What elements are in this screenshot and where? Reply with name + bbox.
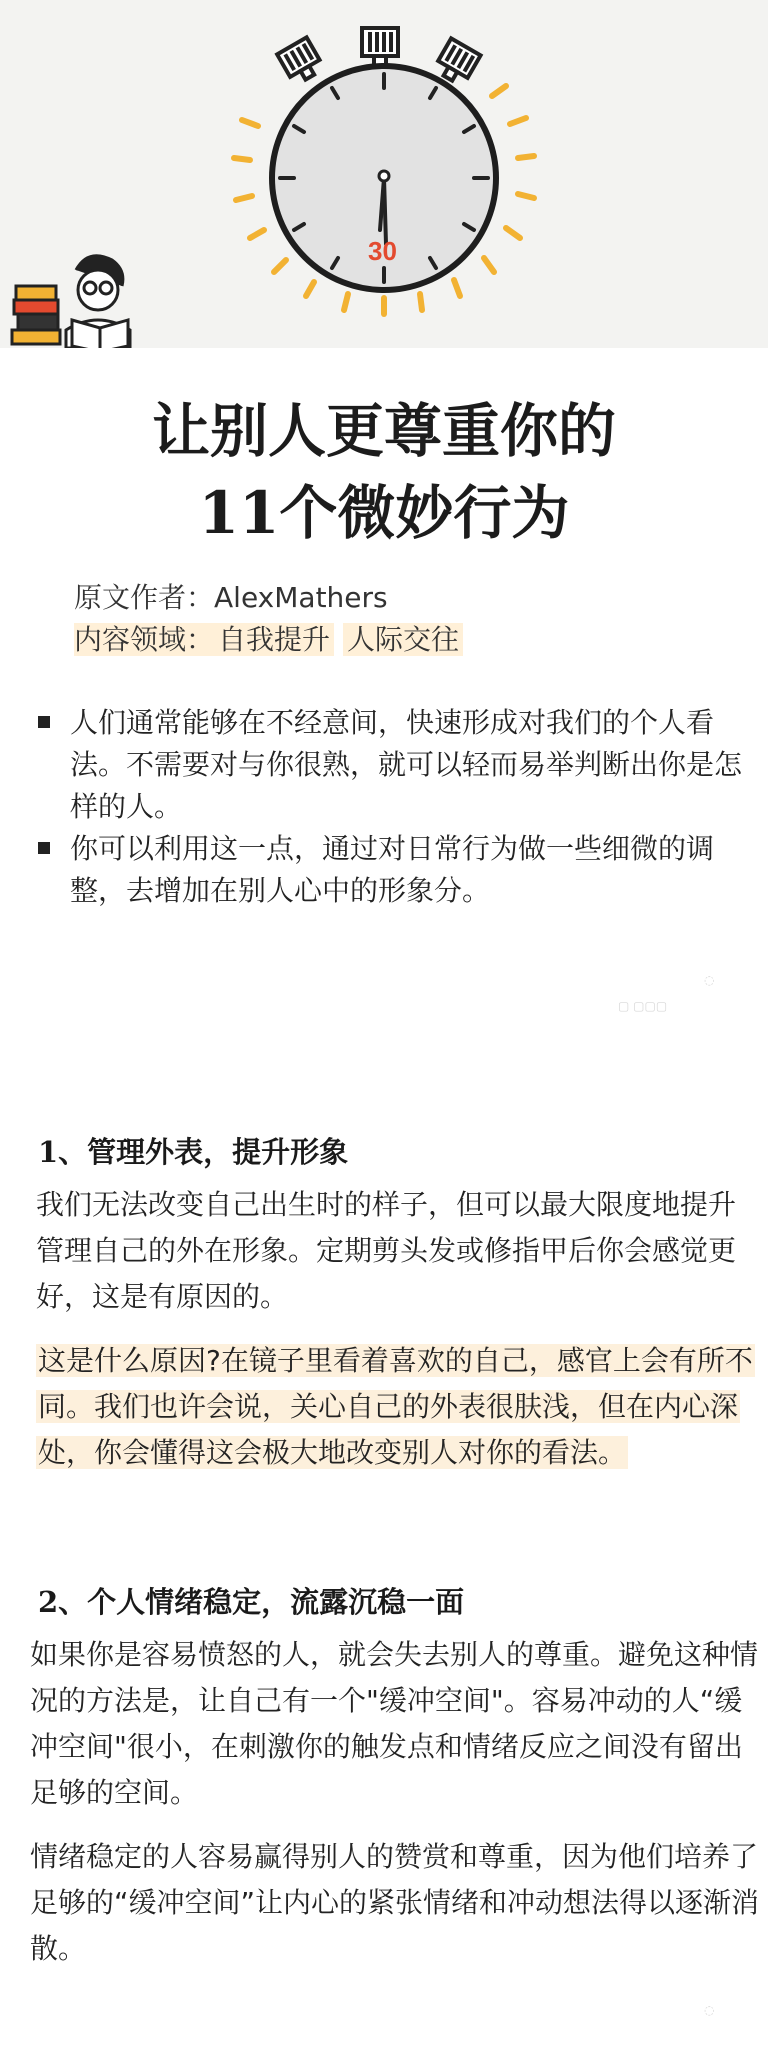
section-1-highlight (36, 1338, 756, 1476)
stopwatch-icon (0, 0, 768, 348)
field-label: 内容领域： (74, 623, 215, 656)
intro-text-1: 人们通常能够在不经意间，快速形成对我们的个人看法。不需要对与你很熟，就可以轻而易举判断出你是怎样的人。 (70, 706, 743, 823)
author-row (74, 578, 463, 620)
intro-text-2: 你可以利用这一点，通过对日常行为做一些细微的调整，去增加在别人心中的形象分。 (70, 832, 715, 907)
section-2-paragraph-2: 情绪稳定的人容易赢得别人的赞赏和尊重，因为他们培养了足够的“缓冲空间”让内心的紧张情绪和冲动想法得以逐渐消散。 (30, 1840, 760, 1965)
bullet-square-icon (38, 716, 50, 728)
highlight-text: 这是什么原因?在镜子里看着喜欢的自己，感官上会有所不同。我们也许会说，关心自己的外表很肤浅，但在内心深处，你会懂得这会极大地改变别人对你的看法。 (38, 1344, 753, 1469)
hero-illustration (0, 0, 768, 348)
list-item (34, 702, 754, 828)
author-label: 原文作者： (74, 581, 215, 614)
intro-list (34, 702, 754, 912)
tag-self-improvement: 自我提升 (214, 623, 334, 656)
books-icon (12, 286, 60, 344)
section-1-heading: 1、管理外表，提升形象 (38, 1135, 349, 1169)
watermark-text: ▢ ▢▢▢ (618, 999, 668, 1013)
section-2-paragraph: 如果你是容易愤怒的人，就会失去别人的尊重。避免这种情况的方法是，让自己有一个"缓冲空间"。容易冲动的人“缓冲空间"很小，在刺激你的触发点和情绪反应之间没有留出足够的空间。 (30, 1638, 759, 1809)
watermark-logo-bottom: ◌ (704, 2003, 715, 2017)
watermark-logo: ◌ (704, 973, 715, 987)
section-2-heading: 2、个人情绪稳定，流露沉稳一面 (38, 1585, 465, 1619)
clock-number-label: 30 (368, 236, 397, 266)
title-line-1: 让别人更尊重你的 (151, 397, 616, 465)
bullet-square-icon (38, 842, 50, 854)
list-item (34, 828, 754, 912)
author-name: AlexMathers (214, 581, 388, 614)
field-row (74, 620, 463, 662)
reader-icon (66, 256, 130, 348)
section-1-paragraph: 我们无法改变自己出生时的样子，但可以最大限度地提升管理自己的外在形象。定期剪头发或修指甲后你会感觉更好，这是有原因的。 (36, 1188, 737, 1313)
tag-relationships: 人际交往 (343, 623, 463, 656)
article-meta (74, 578, 463, 662)
page-title (0, 390, 768, 554)
title-line-2: 11个微妙行为 (198, 479, 570, 547)
